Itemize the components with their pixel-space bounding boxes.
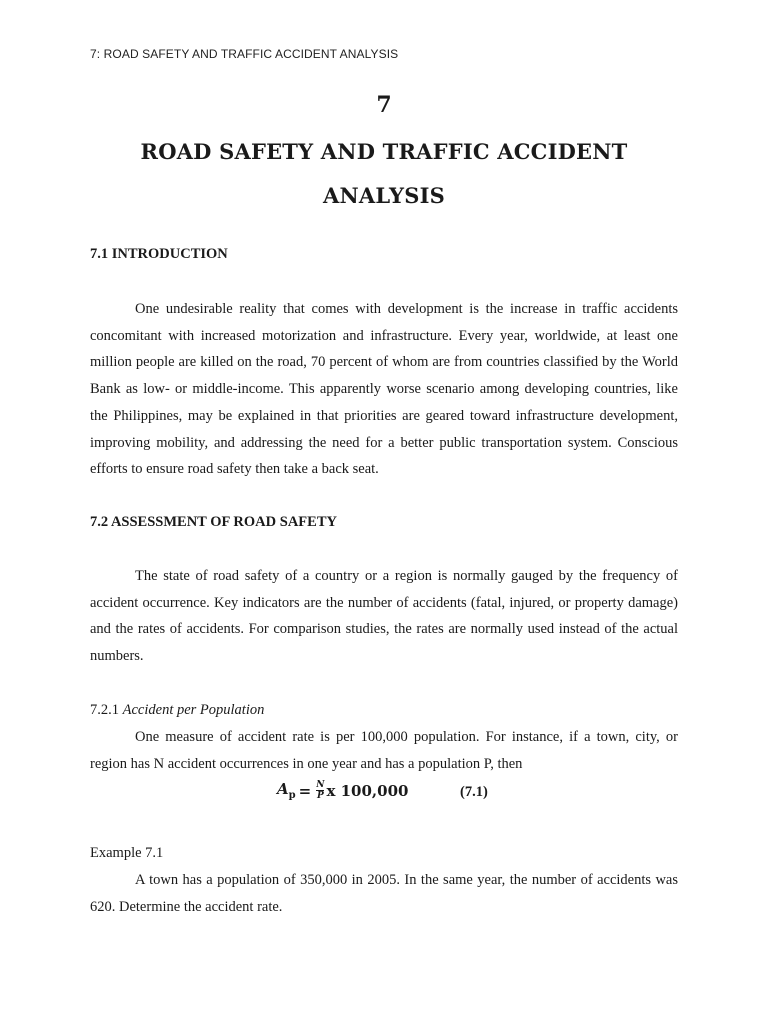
running-header: 7: ROAD SAFETY AND TRAFFIC ACCIDENT ANALYSIS: [90, 47, 399, 61]
example-text: A town has a population of 350,000 in 2005. In the same year, the number of accidents was 620. Determine the accident rate.: [90, 872, 678, 915]
equation-denominator: P: [316, 791, 324, 801]
equation-numerator: N: [316, 780, 325, 790]
section-7-2-paragraph: [90, 563, 678, 670]
section-7-1-text: One undesirable reality that comes with development is the increase in traffic accidents concomitant with increased motorization and infrastructure. Every year, worldwide, at least one million people are killed on the road, 70 percent of whom are from countries classified by the World Bank as low- or middle-income. This apparently worse scenario among developing countries, like the Philippines, may be explained in that priorities are geared toward infrastructure development, improving mobility, and addressing the need for a better public transportation system. Conscious efforts to ensure road safety then take a back seat.: [90, 301, 678, 478]
section-7-2-1-title: Accident per Population: [122, 702, 265, 718]
section-7-1-paragraph: [90, 296, 678, 483]
equation-rhs: x 100,000: [326, 781, 409, 800]
equation-lhs-subscript: p: [288, 790, 296, 801]
section-7-2-1-text: One measure of accident rate is per 100,000 population. For instance, if a town, city, or region has N accident occurrences in one year and has a population P, then: [90, 729, 678, 772]
equation-equals: =: [298, 781, 312, 800]
chapter-title-line-2: ANALYSIS: [323, 183, 445, 208]
equation-fraction: [316, 780, 324, 801]
example-paragraph: [90, 867, 678, 920]
chapter-title-line-1: ROAD SAFETY AND TRAFFIC ACCIDENT: [140, 139, 628, 164]
equation-number: (7.1): [460, 784, 488, 800]
chapter-title: [0, 130, 768, 218]
equation-lhs: [277, 780, 296, 801]
equation-7-1: [277, 780, 408, 801]
section-7-2-1-number: 7.2.1: [90, 702, 119, 718]
section-7-1-heading: 7.1 INTRODUCTION: [90, 246, 228, 262]
equation-lhs-symbol: A: [277, 780, 289, 798]
chapter-number: 7: [376, 92, 392, 118]
section-7-2-text: The state of road safety of a country or a region is normally gauged by the frequency of accident occurrence. Key indicators are the number of accidents (fatal, injured, or property damage) and the rates of accidents. For comparison studies, the rates are normally used instead of the actual numbers.: [90, 568, 678, 665]
example-label: Example 7.1: [90, 845, 164, 861]
section-7-2-1-heading: [90, 702, 264, 719]
section-7-2-1-paragraph: [90, 724, 678, 777]
section-7-2-heading: 7.2 ASSESSMENT OF ROAD SAFETY: [90, 514, 337, 530]
